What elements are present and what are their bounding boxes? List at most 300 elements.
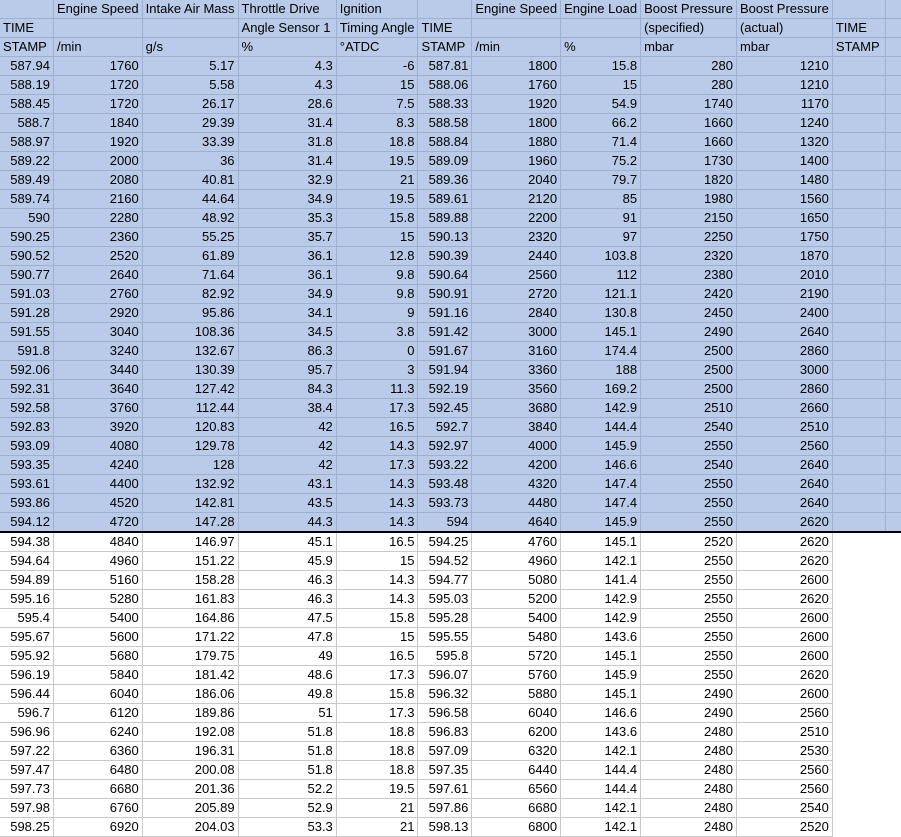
- data-cell[interactable]: 2000: [53, 152, 142, 171]
- empty-cell[interactable]: [832, 285, 886, 304]
- data-cell[interactable]: 15.8: [336, 209, 418, 228]
- data-cell[interactable]: 16.5: [336, 532, 418, 552]
- data-cell[interactable]: 3000: [472, 323, 561, 342]
- data-cell[interactable]: 2480: [641, 742, 737, 761]
- data-cell[interactable]: 591.55: [0, 323, 53, 342]
- data-cell[interactable]: 15: [561, 76, 641, 95]
- data-cell[interactable]: 86.3: [238, 342, 336, 361]
- data-cell[interactable]: 95.7: [238, 361, 336, 380]
- data-cell[interactable]: 5840: [53, 666, 142, 685]
- data-cell[interactable]: 19.5: [336, 152, 418, 171]
- data-cell[interactable]: 2640: [736, 323, 832, 342]
- data-cell[interactable]: 142.1: [561, 818, 641, 837]
- data-cell[interactable]: 2640: [736, 494, 832, 513]
- data-cell[interactable]: 2080: [53, 171, 142, 190]
- data-cell[interactable]: 3: [336, 361, 418, 380]
- empty-cell[interactable]: [832, 57, 886, 76]
- data-cell[interactable]: 145.1: [561, 685, 641, 704]
- empty-cell[interactable]: [832, 513, 886, 533]
- data-cell[interactable]: 4520: [53, 494, 142, 513]
- data-cell[interactable]: 179.75: [142, 647, 238, 666]
- data-cell[interactable]: 2450: [641, 304, 737, 323]
- data-cell[interactable]: 43.1: [238, 475, 336, 494]
- data-cell[interactable]: 161.83: [142, 590, 238, 609]
- data-cell[interactable]: 589.49: [0, 171, 53, 190]
- data-cell[interactable]: 36.1: [238, 247, 336, 266]
- data-cell[interactable]: 158.28: [142, 571, 238, 590]
- data-cell[interactable]: 33.39: [142, 133, 238, 152]
- data-cell[interactable]: 145.9: [561, 437, 641, 456]
- data-cell[interactable]: 596.19: [0, 666, 53, 685]
- data-cell[interactable]: 5080: [472, 571, 561, 590]
- data-cell[interactable]: 1960: [472, 152, 561, 171]
- data-cell[interactable]: 186.06: [142, 685, 238, 704]
- data-cell[interactable]: 2160: [53, 190, 142, 209]
- data-cell[interactable]: 145.1: [561, 647, 641, 666]
- data-cell[interactable]: 181.42: [142, 666, 238, 685]
- data-cell[interactable]: 145.1: [561, 532, 641, 552]
- empty-cell[interactable]: [832, 228, 886, 247]
- data-cell[interactable]: 9.8: [336, 285, 418, 304]
- data-cell[interactable]: 598.25: [0, 818, 53, 837]
- data-cell[interactable]: 2360: [53, 228, 142, 247]
- data-cell[interactable]: 15: [336, 628, 418, 647]
- data-cell[interactable]: 2550: [641, 552, 737, 571]
- data-cell[interactable]: 2190: [736, 285, 832, 304]
- empty-cell[interactable]: [832, 742, 886, 761]
- data-cell[interactable]: 145.9: [561, 666, 641, 685]
- data-cell[interactable]: 108.36: [142, 323, 238, 342]
- empty-cell[interactable]: [832, 494, 886, 513]
- data-cell[interactable]: 1720: [53, 76, 142, 95]
- data-cell[interactable]: 3680: [472, 399, 561, 418]
- data-cell[interactable]: 588.19: [0, 76, 53, 95]
- header-cell[interactable]: Angle Sensor 1: [238, 19, 336, 38]
- data-cell[interactable]: 6240: [53, 723, 142, 742]
- data-cell[interactable]: 145.9: [561, 513, 641, 533]
- data-cell[interactable]: 593.73: [418, 494, 472, 513]
- data-cell[interactable]: 2490: [641, 323, 737, 342]
- data-cell[interactable]: 5480: [472, 628, 561, 647]
- empty-cell[interactable]: [832, 609, 886, 628]
- data-cell[interactable]: 201.36: [142, 780, 238, 799]
- data-cell[interactable]: 15: [336, 76, 418, 95]
- data-cell[interactable]: 1480: [736, 171, 832, 190]
- data-cell[interactable]: 3.8: [336, 323, 418, 342]
- header-cell[interactable]: [142, 19, 238, 38]
- data-cell[interactable]: 2620: [736, 513, 832, 533]
- data-cell[interactable]: 594.89: [0, 571, 53, 590]
- data-cell[interactable]: 2640: [736, 475, 832, 494]
- data-cell[interactable]: 17.3: [336, 399, 418, 418]
- data-cell[interactable]: 1920: [472, 95, 561, 114]
- data-cell[interactable]: 2560: [736, 761, 832, 780]
- data-cell[interactable]: 79.7: [561, 171, 641, 190]
- data-cell[interactable]: 2520: [53, 247, 142, 266]
- data-cell[interactable]: 597.47: [0, 761, 53, 780]
- data-cell[interactable]: 589.09: [418, 152, 472, 171]
- empty-cell[interactable]: [832, 456, 886, 475]
- data-cell[interactable]: 144.4: [561, 418, 641, 437]
- data-cell[interactable]: 6040: [472, 704, 561, 723]
- header-cell[interactable]: Boost Pressure: [736, 0, 832, 19]
- header-cell[interactable]: TIME: [832, 19, 886, 38]
- data-cell[interactable]: 188: [561, 361, 641, 380]
- data-cell[interactable]: 588.58: [418, 114, 472, 133]
- data-cell[interactable]: 3760: [53, 399, 142, 418]
- data-cell[interactable]: 4960: [472, 552, 561, 571]
- data-cell[interactable]: 2320: [641, 247, 737, 266]
- data-cell[interactable]: 596.07: [418, 666, 472, 685]
- data-cell[interactable]: 596.44: [0, 685, 53, 704]
- data-cell[interactable]: 593.22: [418, 456, 472, 475]
- data-cell[interactable]: 2480: [641, 761, 737, 780]
- data-cell[interactable]: 2320: [472, 228, 561, 247]
- data-cell[interactable]: 34.5: [238, 323, 336, 342]
- data-cell[interactable]: 2480: [641, 780, 737, 799]
- data-cell[interactable]: 3240: [53, 342, 142, 361]
- data-cell[interactable]: 21: [336, 818, 418, 837]
- data-cell[interactable]: 4.3: [238, 57, 336, 76]
- data-cell[interactable]: 0: [336, 342, 418, 361]
- empty-cell[interactable]: [832, 666, 886, 685]
- data-cell[interactable]: 591.42: [418, 323, 472, 342]
- data-cell[interactable]: 4640: [472, 513, 561, 533]
- data-cell[interactable]: 2540: [641, 456, 737, 475]
- data-cell[interactable]: 594.25: [418, 532, 472, 552]
- data-cell[interactable]: 45.9: [238, 552, 336, 571]
- data-cell[interactable]: 1720: [53, 95, 142, 114]
- data-cell[interactable]: 2560: [736, 437, 832, 456]
- header-cell[interactable]: %: [561, 38, 641, 57]
- data-cell[interactable]: 2600: [736, 628, 832, 647]
- empty-cell[interactable]: [832, 418, 886, 437]
- data-cell[interactable]: 174.4: [561, 342, 641, 361]
- data-cell[interactable]: 51.8: [238, 761, 336, 780]
- data-cell[interactable]: 2400: [736, 304, 832, 323]
- data-cell[interactable]: 1750: [736, 228, 832, 247]
- data-cell[interactable]: 2620: [736, 532, 832, 552]
- data-cell[interactable]: 4400: [53, 475, 142, 494]
- data-cell[interactable]: 1980: [641, 190, 737, 209]
- data-cell[interactable]: 5200: [472, 590, 561, 609]
- data-cell[interactable]: 4760: [472, 532, 561, 552]
- data-cell[interactable]: 2550: [641, 494, 737, 513]
- data-cell[interactable]: 597.61: [418, 780, 472, 799]
- data-cell[interactable]: 2640: [53, 266, 142, 285]
- data-cell[interactable]: 66.2: [561, 114, 641, 133]
- data-cell[interactable]: 44.64: [142, 190, 238, 209]
- empty-cell[interactable]: [832, 532, 886, 552]
- header-cell[interactable]: [832, 0, 886, 19]
- data-cell[interactable]: 21: [336, 799, 418, 818]
- data-cell[interactable]: 32.9: [238, 171, 336, 190]
- data-cell[interactable]: 121.1: [561, 285, 641, 304]
- data-cell[interactable]: 145.1: [561, 323, 641, 342]
- data-cell[interactable]: 144.4: [561, 780, 641, 799]
- data-cell[interactable]: 31.8: [238, 133, 336, 152]
- data-cell[interactable]: 589.88: [418, 209, 472, 228]
- data-cell[interactable]: 14.3: [336, 475, 418, 494]
- data-cell[interactable]: 142.9: [561, 609, 641, 628]
- data-cell[interactable]: 2510: [736, 723, 832, 742]
- data-cell[interactable]: 8.3: [336, 114, 418, 133]
- data-cell[interactable]: 49.8: [238, 685, 336, 704]
- header-cell[interactable]: [418, 0, 472, 19]
- data-cell[interactable]: 1650: [736, 209, 832, 228]
- data-cell[interactable]: 3040: [53, 323, 142, 342]
- data-cell[interactable]: 200.08: [142, 761, 238, 780]
- data-cell[interactable]: 598.13: [418, 818, 472, 837]
- data-cell[interactable]: 82.92: [142, 285, 238, 304]
- data-cell[interactable]: 35.7: [238, 228, 336, 247]
- data-cell[interactable]: 14.3: [336, 494, 418, 513]
- data-cell[interactable]: 594: [418, 513, 472, 533]
- data-cell[interactable]: 4320: [472, 475, 561, 494]
- data-cell[interactable]: 12.8: [336, 247, 418, 266]
- data-cell[interactable]: 595.03: [418, 590, 472, 609]
- data-cell[interactable]: 169.2: [561, 380, 641, 399]
- data-cell[interactable]: 142.1: [561, 742, 641, 761]
- data-cell[interactable]: 2640: [736, 456, 832, 475]
- empty-cell[interactable]: [832, 266, 886, 285]
- data-cell[interactable]: 5160: [53, 571, 142, 590]
- data-cell[interactable]: 52.9: [238, 799, 336, 818]
- data-cell[interactable]: 132.92: [142, 475, 238, 494]
- data-cell[interactable]: 1800: [472, 114, 561, 133]
- data-cell[interactable]: 590.52: [0, 247, 53, 266]
- data-cell[interactable]: 589.22: [0, 152, 53, 171]
- empty-cell[interactable]: [832, 114, 886, 133]
- data-cell[interactable]: 597.09: [418, 742, 472, 761]
- data-cell[interactable]: 593.48: [418, 475, 472, 494]
- data-cell[interactable]: 4.3: [238, 76, 336, 95]
- data-cell[interactable]: 1660: [641, 133, 737, 152]
- data-cell[interactable]: 4960: [53, 552, 142, 571]
- data-cell[interactable]: 1820: [641, 171, 737, 190]
- empty-cell[interactable]: [832, 571, 886, 590]
- data-cell[interactable]: 4200: [472, 456, 561, 475]
- data-cell[interactable]: 2550: [641, 475, 737, 494]
- data-cell[interactable]: 5880: [472, 685, 561, 704]
- data-cell[interactable]: 4080: [53, 437, 142, 456]
- header-cell[interactable]: [472, 19, 561, 38]
- data-cell[interactable]: 2380: [641, 266, 737, 285]
- data-cell[interactable]: 146.6: [561, 704, 641, 723]
- data-cell[interactable]: 591.16: [418, 304, 472, 323]
- data-cell[interactable]: 591.67: [418, 342, 472, 361]
- data-cell[interactable]: 588.97: [0, 133, 53, 152]
- data-cell[interactable]: 2600: [736, 571, 832, 590]
- data-cell[interactable]: 19.5: [336, 780, 418, 799]
- data-cell[interactable]: 130.8: [561, 304, 641, 323]
- header-cell[interactable]: (specified): [641, 19, 737, 38]
- data-cell[interactable]: 34.9: [238, 285, 336, 304]
- data-cell[interactable]: 5400: [472, 609, 561, 628]
- data-cell[interactable]: 2620: [736, 666, 832, 685]
- data-cell[interactable]: 592.45: [418, 399, 472, 418]
- data-cell[interactable]: 6680: [472, 799, 561, 818]
- data-cell[interactable]: 15.8: [561, 57, 641, 76]
- data-cell[interactable]: 594.77: [418, 571, 472, 590]
- data-cell[interactable]: 591.94: [418, 361, 472, 380]
- data-cell[interactable]: 5760: [472, 666, 561, 685]
- data-cell[interactable]: 6760: [53, 799, 142, 818]
- data-cell[interactable]: 1880: [472, 133, 561, 152]
- empty-cell[interactable]: [832, 818, 886, 837]
- data-cell[interactable]: 591.03: [0, 285, 53, 304]
- data-cell[interactable]: 18.8: [336, 723, 418, 742]
- header-cell[interactable]: Ignition: [336, 0, 418, 19]
- data-cell[interactable]: 51: [238, 704, 336, 723]
- data-cell[interactable]: 6200: [472, 723, 561, 742]
- empty-cell[interactable]: [832, 437, 886, 456]
- data-cell[interactable]: 146.6: [561, 456, 641, 475]
- data-cell[interactable]: 196.31: [142, 742, 238, 761]
- data-cell[interactable]: 26.17: [142, 95, 238, 114]
- data-cell[interactable]: 3920: [53, 418, 142, 437]
- data-cell[interactable]: 51.8: [238, 723, 336, 742]
- header-cell[interactable]: [561, 19, 641, 38]
- data-cell[interactable]: 151.22: [142, 552, 238, 571]
- data-cell[interactable]: 595.92: [0, 647, 53, 666]
- header-cell[interactable]: TIME: [0, 19, 53, 38]
- data-cell[interactable]: 590: [0, 209, 53, 228]
- data-cell[interactable]: 2500: [641, 361, 737, 380]
- empty-cell[interactable]: [832, 475, 886, 494]
- data-cell[interactable]: 2600: [736, 609, 832, 628]
- data-cell[interactable]: 42: [238, 418, 336, 437]
- data-cell[interactable]: 2760: [53, 285, 142, 304]
- data-cell[interactable]: 589.36: [418, 171, 472, 190]
- data-cell[interactable]: 31.4: [238, 114, 336, 133]
- data-cell[interactable]: 592.19: [418, 380, 472, 399]
- data-cell[interactable]: 2620: [736, 590, 832, 609]
- data-cell[interactable]: 15.8: [336, 609, 418, 628]
- data-cell[interactable]: 2840: [472, 304, 561, 323]
- data-cell[interactable]: 71.64: [142, 266, 238, 285]
- data-cell[interactable]: 2550: [641, 666, 737, 685]
- data-cell[interactable]: 14.3: [336, 590, 418, 609]
- empty-cell[interactable]: [832, 590, 886, 609]
- data-cell[interactable]: 3160: [472, 342, 561, 361]
- data-cell[interactable]: 49: [238, 647, 336, 666]
- data-cell[interactable]: 51.8: [238, 742, 336, 761]
- data-cell[interactable]: 34.9: [238, 190, 336, 209]
- empty-cell[interactable]: [832, 95, 886, 114]
- data-cell[interactable]: 36: [142, 152, 238, 171]
- data-cell[interactable]: 16.5: [336, 418, 418, 437]
- data-cell[interactable]: 593.61: [0, 475, 53, 494]
- data-cell[interactable]: 588.33: [418, 95, 472, 114]
- data-cell[interactable]: 142.81: [142, 494, 238, 513]
- data-cell[interactable]: 128: [142, 456, 238, 475]
- data-cell[interactable]: 596.7: [0, 704, 53, 723]
- data-cell[interactable]: 61.89: [142, 247, 238, 266]
- data-cell[interactable]: 4480: [472, 494, 561, 513]
- data-cell[interactable]: 1870: [736, 247, 832, 266]
- data-cell[interactable]: 587.94: [0, 57, 53, 76]
- data-cell[interactable]: 204.03: [142, 818, 238, 837]
- empty-cell[interactable]: [832, 647, 886, 666]
- data-cell[interactable]: 590.39: [418, 247, 472, 266]
- data-cell[interactable]: 2480: [641, 818, 737, 837]
- empty-cell[interactable]: [832, 399, 886, 418]
- empty-cell[interactable]: [832, 323, 886, 342]
- data-cell[interactable]: 1730: [641, 152, 737, 171]
- data-cell[interactable]: 588.06: [418, 76, 472, 95]
- data-cell[interactable]: 592.31: [0, 380, 53, 399]
- empty-cell[interactable]: [832, 380, 886, 399]
- header-cell[interactable]: Engine Speed: [472, 0, 561, 19]
- data-cell[interactable]: 5280: [53, 590, 142, 609]
- header-cell[interactable]: STAMP: [418, 38, 472, 57]
- data-cell[interactable]: 35.3: [238, 209, 336, 228]
- data-cell[interactable]: 2860: [736, 342, 832, 361]
- data-cell[interactable]: 4720: [53, 513, 142, 533]
- data-cell[interactable]: 28.6: [238, 95, 336, 114]
- data-cell[interactable]: 5600: [53, 628, 142, 647]
- data-cell[interactable]: 205.89: [142, 799, 238, 818]
- empty-cell[interactable]: [832, 209, 886, 228]
- data-cell[interactable]: 2550: [641, 647, 737, 666]
- data-cell[interactable]: 192.08: [142, 723, 238, 742]
- data-cell[interactable]: 6920: [53, 818, 142, 837]
- data-cell[interactable]: 2600: [736, 685, 832, 704]
- data-cell[interactable]: 1760: [472, 76, 561, 95]
- empty-cell[interactable]: [832, 799, 886, 818]
- data-cell[interactable]: 16.5: [336, 647, 418, 666]
- data-cell[interactable]: 595.16: [0, 590, 53, 609]
- data-cell[interactable]: 595.4: [0, 609, 53, 628]
- data-cell[interactable]: 589.74: [0, 190, 53, 209]
- data-cell[interactable]: 2440: [472, 247, 561, 266]
- data-cell[interactable]: 2010: [736, 266, 832, 285]
- data-cell[interactable]: 590.91: [418, 285, 472, 304]
- data-cell[interactable]: 36.1: [238, 266, 336, 285]
- data-cell[interactable]: 6480: [53, 761, 142, 780]
- data-cell[interactable]: 48.6: [238, 666, 336, 685]
- data-cell[interactable]: 2490: [641, 685, 737, 704]
- header-cell[interactable]: Timing Angle: [336, 19, 418, 38]
- header-cell[interactable]: /min: [53, 38, 142, 57]
- empty-cell[interactable]: [832, 342, 886, 361]
- data-cell[interactable]: 2540: [736, 799, 832, 818]
- data-cell[interactable]: 595.67: [0, 628, 53, 647]
- data-cell[interactable]: 597.98: [0, 799, 53, 818]
- empty-cell[interactable]: [832, 704, 886, 723]
- data-cell[interactable]: 590.13: [418, 228, 472, 247]
- data-cell[interactable]: 14.3: [336, 513, 418, 533]
- empty-cell[interactable]: [832, 761, 886, 780]
- data-cell[interactable]: 3640: [53, 380, 142, 399]
- data-cell[interactable]: 42: [238, 437, 336, 456]
- data-cell[interactable]: 9.8: [336, 266, 418, 285]
- data-cell[interactable]: 14.3: [336, 571, 418, 590]
- data-cell[interactable]: 597.22: [0, 742, 53, 761]
- data-cell[interactable]: 85: [561, 190, 641, 209]
- header-cell[interactable]: Intake Air Mass: [142, 0, 238, 19]
- data-cell[interactable]: 1400: [736, 152, 832, 171]
- data-cell[interactable]: 9: [336, 304, 418, 323]
- empty-cell[interactable]: [832, 152, 886, 171]
- empty-cell[interactable]: [832, 133, 886, 152]
- data-cell[interactable]: 147.4: [561, 494, 641, 513]
- data-cell[interactable]: 3840: [472, 418, 561, 437]
- data-cell[interactable]: 2490: [641, 704, 737, 723]
- data-cell[interactable]: 164.86: [142, 609, 238, 628]
- data-cell[interactable]: 147.28: [142, 513, 238, 533]
